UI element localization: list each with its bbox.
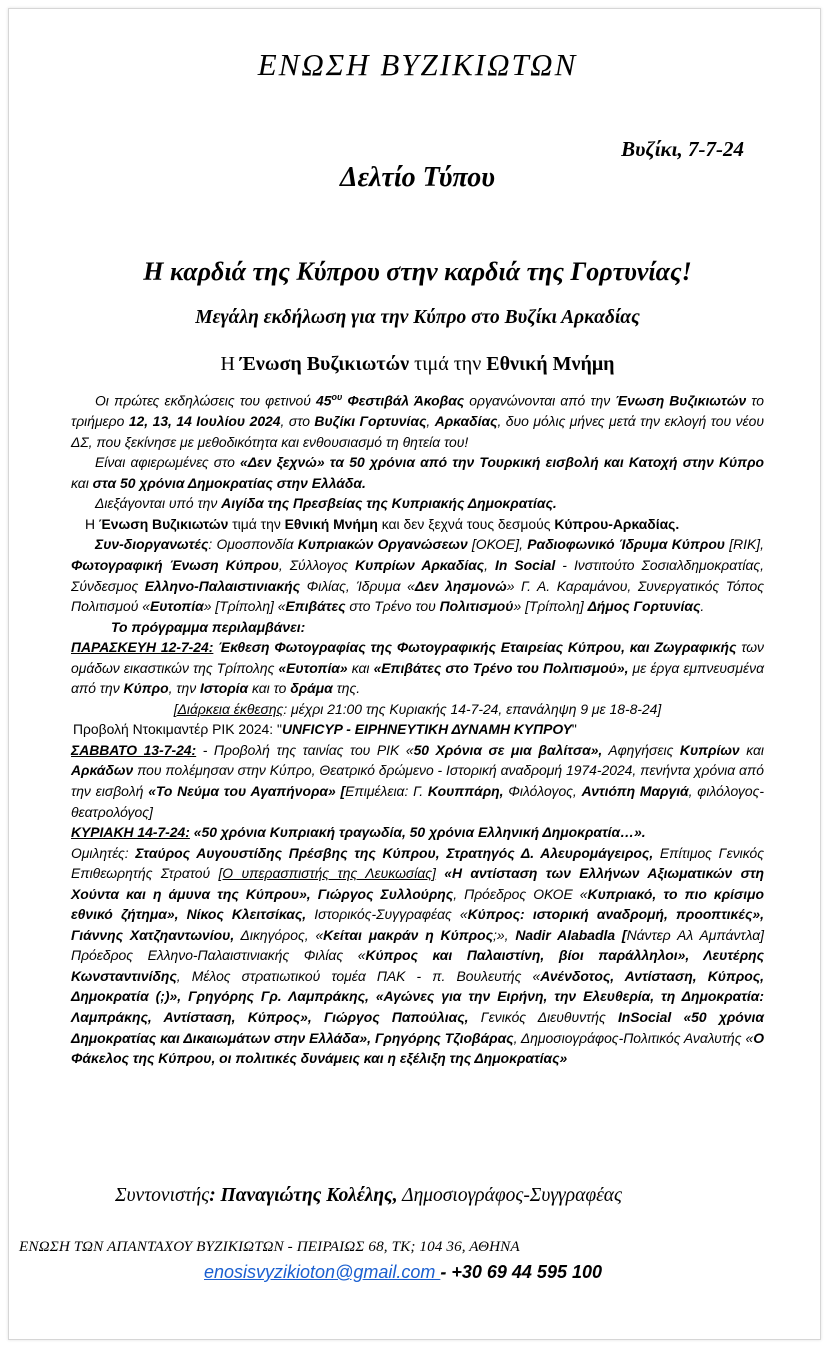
text-run: Αιγίδα της Πρεσβείας της Κυπριακής Δημοκρατίας. — [221, 495, 557, 512]
text-run: των ομάδων εικαστικών της Τρίπολης — [71, 639, 764, 676]
text-run: Κύπρος: ιστορική αναδρομή, προοπτικές», — [467, 906, 764, 923]
text-run: , Μέλος στρατιωτικού τομέα ΠΑΚ - π. Βουλευτής « — [176, 967, 541, 984]
text: τιμά την — [409, 353, 487, 375]
text-run: Πολιτισμού — [439, 598, 514, 615]
text-run: Αντιόπη Μαργιά — [581, 783, 689, 800]
text-run: Νάντερ Αλ Αμπάντλα] Πρόεδρος Ελληνο-Παλαιστινιακής Φιλίας « — [71, 926, 765, 964]
text-run: : μέχρι 21:00 της Κυριακής 14-7-24, επανάληψη 9 με 18-8-24] — [283, 700, 662, 717]
text-run: Δικηγόρος, « — [234, 926, 324, 943]
text-run: [Διάρκεια έκθεσης — [173, 700, 284, 717]
text-run: - Ινστιτούτο Σοσιαλδημοκρατίας, Σύνδεσμος — [71, 557, 765, 594]
speakers — [71, 843, 764, 1069]
text-run: Ο Φάκελος της Κύπρου, οι πολιτικές δυνάμεις και η εξέλιξη της Δημοκρατίας» — [71, 1029, 764, 1067]
text-run: Συν-διοργανωτές — [95, 536, 209, 553]
text-run: Ομιλητές: — [71, 844, 136, 861]
text-run: , στο — [280, 413, 315, 430]
text-run: , Σύλλογος — [278, 557, 356, 573]
text-run: Ανένδοτος, Αντίσταση, Κύπρος, Δημοκρατία (;)», Γρηγόρης Γρ. Λαμπράκης, «Αγώνες για την Ειρήνη, την Ελευθερία, τη Δημοκρατία: Λαμπράκης, Αντίσταση, Κύπρος», Γιώργος Παπούλιας, — [71, 967, 764, 1026]
footer-address: ΕΝΩΣΗ ΤΩΝ ΑΠΑΝΤΑΧΟΥ ΒΥΖΙΚΙΩΤΩΝ - ΠΕΙΡΑΙΩΣ 68, ΤΚ; 104 36, ΑΘΗΝΑ — [19, 1238, 520, 1255]
text-run: Κύπρος και Παλαιστίνη, βίοι παράλληλοι», Λευτέρης Κωνσταντινίδης — [71, 947, 764, 984]
text-run: Ιστορία — [200, 680, 249, 697]
organization-title: ΕΝΩΣΗ ΒΥΖΙΚΙΩΤΩΝ — [257, 47, 578, 82]
text-run: Ένωση Βυζικιωτών — [98, 515, 229, 532]
honor-line — [71, 353, 764, 376]
text-run: τιμά την — [228, 515, 285, 532]
text-run: Φωτογραφική Ένωση Κύπρου — [71, 557, 279, 573]
coordinator-line — [115, 1185, 622, 1207]
text-run: Αρκάδων — [71, 762, 134, 779]
text-run: δράμα — [290, 680, 333, 697]
text-run: και δεν ξεχνά τους δεσμούς — [377, 515, 555, 532]
documentary-screening — [71, 719, 764, 740]
text-run: Αρκαδίας — [434, 413, 498, 430]
paragraph-auspices — [71, 493, 764, 514]
text-run — [178, 906, 186, 922]
text-run: Κύπρου-Αρκαδίας. — [554, 515, 680, 532]
text-run: Γενικός Διευθυντής — [468, 1009, 618, 1026]
text-run: της. — [332, 680, 361, 697]
text-run: στα 50 χρόνια Δημοκρατίας στην Ελλάδα. — [92, 474, 366, 491]
text-run: «Το Νεύμα του Αγαπήνορα» [ — [148, 783, 346, 800]
text-run: UNFICYP - ΕΙΡΗΝΕΥΤΙΚΗ ΔΥΝΑΜΗ ΚΥΠΡΟΥ — [281, 721, 572, 738]
text-run: 12, 13, 14 Ιουλίου 2024 — [128, 413, 281, 430]
text-run: Δήμος Γορτυνίας — [587, 598, 701, 615]
text-run: Αφηγήσεις — [602, 741, 680, 758]
text-run: με έργα εμπνευσμένα από την — [71, 659, 764, 697]
text-run: «50 χρόνια Κυπριακή τραγωδία, 50 χρόνια Ελληνική Δημοκρατία…». — [189, 824, 646, 841]
text-run: Κείται μακράν η Κύπρος — [323, 926, 493, 943]
text-run: » Γ. Α. Καραμάνου, Συνεργατικός Τόπος Πολιτισμού « — [71, 577, 764, 615]
program-friday — [71, 637, 764, 699]
text-run: Εθνική Μνήμη — [284, 515, 378, 532]
text-bold: : Παναγιώτης Κολέλης, — [209, 1185, 398, 1206]
text-bold: Ένωση Βυζικιωτών — [239, 353, 410, 375]
text-run: Επιβάτες — [285, 598, 346, 615]
text-run: «Δεν ξεχνώ» τα 50 χρόνια από την Τουρκική εισβολή και Κατοχή στην Κύπρο — [240, 454, 765, 471]
text-run: Φεστιβάλ Άκοβας — [342, 392, 465, 409]
body-text — [71, 387, 764, 1069]
text-run: ΚΥΡΙΑΚΗ 14-7-24: — [71, 824, 190, 841]
text-run: Φιλόλογος, — [503, 783, 582, 800]
text-run: Κύπρο — [123, 680, 169, 697]
text-run: InSocial «50 χρόνια Δημοκρατίας και Δικαιωμάτων στην Ελλάδα», Γρηγόρης Τζιοβάρας — [71, 1009, 764, 1046]
text-run: Γιάννης Χατζηαντωνίου, — [71, 926, 235, 943]
text-run: Νίκος Κλειτσίκας, — [186, 906, 307, 923]
text-run: Επιμέλεια: Γ. — [345, 783, 428, 800]
text-run: Κυπριακών Οργανώσεων — [297, 536, 468, 553]
text-run: Οι πρώτες εκδηλώσεις του φετινού — [95, 392, 316, 409]
text-run: Ένωση Βυζικιωτών — [615, 392, 747, 409]
text-run: και — [739, 741, 765, 758]
phone-number: - +30 69 44 595 100 — [440, 1262, 602, 1282]
text-run: Ραδιοφωνικό Ίδρυμα Κύπρου — [527, 536, 726, 553]
text-run: , φιλόλογος-θεατρολόγος] — [71, 783, 764, 820]
text-run: «Η αντίσταση των Ελλήνων Αξιωματικών στη Χούντα και η άμυνα της Κύπρου», Γιώργος Συλλούρης — [71, 865, 764, 902]
document-type: Δελτίο Τύπου — [339, 162, 496, 193]
text-run: Σταύρος Αυγουστίδης Πρέσβης της Κύπρου, Στρατηγός Δ. Αλευρομάγειρος, — [135, 844, 654, 861]
text-run: Επίτιμος Γενικός Επιθεωρητής Στρατού — [71, 844, 764, 882]
paragraph-dedication — [71, 452, 764, 493]
text-run: In Social — [494, 557, 556, 573]
text-run: [ΟΚΟΕ], — [467, 536, 528, 553]
text-run: Κυπριακό, το πιο κρίσιμο εθνικό ζήτημα», — [71, 885, 764, 923]
text-run: και το — [248, 680, 291, 697]
text-run: , — [484, 557, 495, 573]
headline: Η καρδιά της Κύπρου στην καρδιά της Γορτυνίας! — [143, 257, 692, 286]
text-run: Έκθεση Φωτογραφίας της Φωτογραφικής Εταιρείας Κύπρου, και Ζωγραφικής — [213, 639, 737, 656]
footer-contact — [204, 1262, 602, 1283]
text-run: Προβολή Ντοκιμαντέρ ΡΙΚ 2024: " — [73, 721, 282, 738]
text-run: το τριήμερο — [71, 392, 764, 430]
text-run: ΠΑΡΑΣΚΕΥΗ 12-7-24: — [71, 639, 214, 656]
text-run: Ιστορικός-Συγγραφέας « — [306, 906, 468, 923]
paragraph-honor — [71, 514, 764, 535]
text: Συντονιστής — [115, 1185, 210, 1206]
text-run: » [Τρίπολη] — [513, 598, 588, 615]
document-date: Βυζίκι, 7-7-24 — [621, 137, 744, 161]
text-run: . — [700, 598, 705, 615]
text: Η — [220, 353, 240, 375]
text-run: οργανώνονται από την — [464, 392, 616, 409]
text-run: Διεξάγονται υπό την — [95, 495, 222, 512]
text-run: , δυο μόλις μήνες μετά την εκλογή του νέου ΔΣ, που ξεκίνησε με μεθοδικότητα και ενθουσιασμό τη θητεία του! — [71, 413, 764, 450]
text-run: «Ευτοπία» — [278, 659, 348, 676]
text-run: " — [571, 721, 577, 738]
text-run: Δεν λησμονώ — [414, 577, 507, 594]
text: Δημοσιογράφος-Συγγραφέας — [397, 1185, 622, 1206]
text-run: ου — [331, 392, 343, 402]
text-run: Η — [85, 515, 99, 532]
text-bold: Εθνική Μνήμη — [486, 353, 615, 375]
text-run: στο Τρένο του — [345, 598, 440, 615]
text-run: και — [71, 474, 93, 491]
document-page — [8, 8, 821, 1340]
paragraph-intro — [71, 387, 764, 452]
program-sunday — [71, 822, 764, 843]
text-run: » [Τρίπολη] « — [203, 598, 286, 615]
text-run: 50 Χρόνια σε μια βαλίτσα», — [413, 741, 603, 758]
text-run: Κουππάρη, — [427, 783, 504, 800]
program-saturday — [71, 740, 764, 822]
text-run: [RIK], — [725, 536, 764, 553]
program-intro: Το πρόγραμμα περιλαμβάνει: — [111, 618, 306, 635]
text-run: Ευτοπία — [149, 598, 204, 615]
exhibition-duration — [71, 699, 764, 720]
text-run: , την — [168, 680, 200, 697]
text-run: και — [347, 659, 374, 676]
text-run: Βυζίκι Γορτυνίας — [314, 413, 427, 430]
text-run: , — [426, 413, 435, 430]
text-run: - Προβολή της ταινίας του ΡΙΚ « — [196, 741, 414, 758]
text-run: , Πρόεδρος ΟΚΟΕ « — [453, 885, 588, 902]
text-run: [Ο υπερασπιστής της Λευκωσίας] — [218, 865, 436, 882]
text-run: ;», — [492, 926, 516, 943]
text-run: : Ομοσπονδία — [208, 536, 298, 553]
text-run: Ελληνο-Παλαιστινιακής — [144, 577, 301, 594]
text-run: που πολέμησαν στην Κύπρο, Θεατρικό δρώμενο - Ιστορική αναδρομή 1974-2024, πενήντα χρόνια από την εισβολή — [71, 762, 764, 800]
text-run: Είναι αφιερωμένες στο — [95, 454, 241, 471]
text-run: «Επιβάτες στο Τρένο του Πολιτισμού», — [373, 659, 629, 676]
text-run: , Δημοσιογράφος-Πολιτικός Αναλυτής « — [513, 1029, 754, 1046]
paragraph-coorganizers — [71, 534, 764, 616]
subheadline: Μεγάλη εκδήλωση για την Κύπρο στο Βυζίκι Αρκαδίας — [195, 307, 640, 328]
text-run: ΣΑΒΒΑΤΟ 13-7-24: — [71, 741, 197, 758]
text-run: Κυπρίων — [679, 741, 740, 758]
email-link[interactable]: enosisvyzikioton@gmail.com — [204, 1262, 441, 1282]
text-run: 45 — [316, 392, 332, 409]
text-run: Φιλίας, Ίδρυμα « — [300, 577, 415, 594]
text-run: Nadir Alabadla [ — [515, 926, 627, 943]
text-run: Κυπρίων Αρκαδίας — [355, 557, 485, 573]
